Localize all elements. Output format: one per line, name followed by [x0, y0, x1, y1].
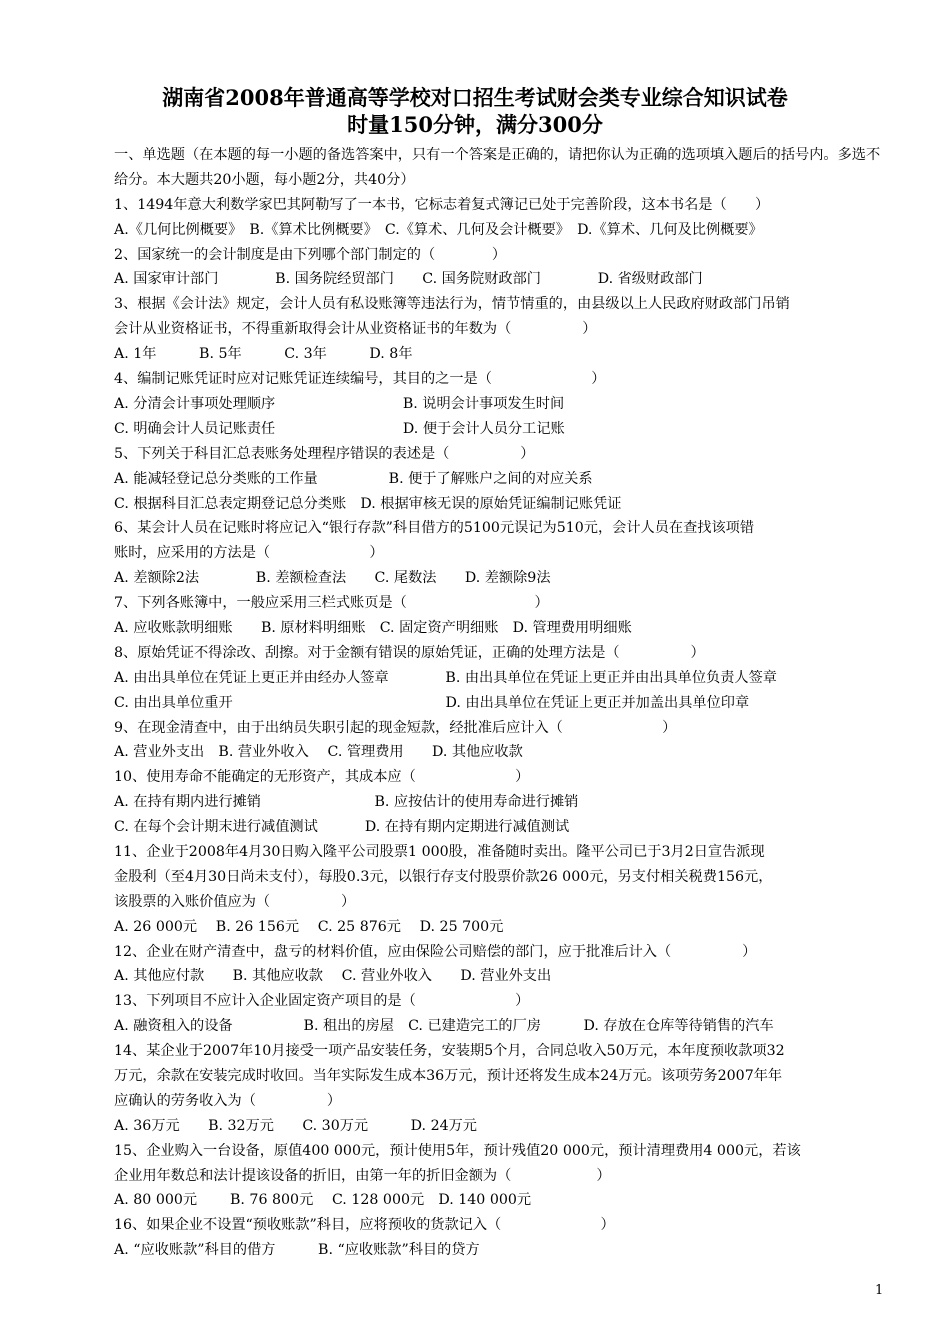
text-line: A. 36万元 B. 32万元 C. 30万元 D. 24万元	[114, 1117, 477, 1134]
text-line: 16、如果企业不设置“预收账款”科目，应将预收的货款记入（ ）	[114, 1217, 615, 1234]
text-line: A. 由出具单位在凭证上更正并由经办人签章 B. 由出具单位在凭证上更正并由出具单位负责人签章	[114, 669, 777, 686]
text-line: A. 差额除2法 B. 差额检查法 C. 尾数法 D. 差额除9法	[114, 570, 551, 587]
text-line: A. 其他应付款 B. 其他应收款 C. 营业外收入 D. 营业外支出	[114, 968, 552, 985]
text-line: 3、根据《会计法》规定，会计人员有私设账簿等违法行为，情节情重的，由县级以上人民政府财政部门吊销	[114, 296, 790, 313]
text-line: A.《几何比例概要》 B.《算术比例概要》 C.《算术、几何及会计概要》 D.《算术、几何及比例概要》	[114, 221, 763, 238]
text-line: 8、原始凭证不得涂改、刮擦。对于金额有错误的原始凭证，正确的处理方法是（ ）	[114, 644, 705, 661]
text-line: A. 应收账款明细账 B. 原材料明细账 C. 固定资产明细账 D. 管理费用明细账	[114, 619, 632, 636]
section-heading: 一、单选题（在本题的每一小题的备选答案中，只有一个答案是正确的，请把你认为正确的选项填入题后的括号内。多选不给分。本大题共20小题，每小题2分，共40分）	[114, 147, 881, 188]
text-line: 万元，余款在安装完成时收回。当年实际发生成本36万元，预计还将发生成本24万元。该项劳务2007年年	[114, 1067, 783, 1084]
text-line: 账时，应采用的方法是（ ）	[114, 545, 384, 562]
text-line: 会计从业资格证书，不得重新取得会计从业资格证书的年数为（ ）	[114, 321, 597, 338]
text-line: 应确认的劳务收入为（ ）	[114, 1092, 342, 1109]
text-line: A. 1年 B. 5年 C. 3年 D. 8年	[114, 346, 413, 363]
text-line: C. 根据科目汇总表定期登记总分类账 D. 根据审核无误的原始凭证编制记账凭证	[114, 495, 622, 512]
text-line: 9、在现金清查中，由于出纳员失职引起的现金短款，经批准后应计入（ ）	[114, 719, 677, 736]
text-line: A. 国家审计部门 B. 国务院经贸部门 C. 国务院财政部门 D. 省级财政部门	[114, 271, 703, 288]
page-number: 1	[875, 1283, 884, 1298]
text-line: 金股利（至4月30日尚未支付），每股0.3元，以银行存支付股票价款26 000元，另支付相关税费156元，	[114, 868, 773, 885]
text-line: 1、1494年意大利数学家巴其阿勒写了一本书，它标志着复式簿记已处于完善阶段，这本书名是（ ）	[114, 196, 770, 213]
text-line: 14、某企业于2007年10月接受一项产品安装任务，安装期5个月，合同总收入50万元，本年度预收款项32	[114, 1043, 785, 1060]
text-line: 12、企业在财产清查中，盘亏的材料价值，应由保险公司赔偿的部门，应于批准后计入（ ）	[114, 943, 757, 960]
text-line: 6、某会计人员在记账时将应记入“银行存款”科目借方的5100元误记为510元，会计人员在查找该项错	[114, 520, 755, 537]
text-line: A. 营业外支出 B. 营业外收入 C. 管理费用 D. 其他应收款	[114, 744, 523, 761]
question-list	[114, 193, 894, 1263]
text-line: A. 在持有期内进行摊销 B. 应按估计的使用寿命进行摊销	[114, 794, 579, 811]
text-line: 5、下列关于科目汇总表账务处理程序错误的表述是（ ）	[114, 445, 535, 462]
text-line: C. 明确会计人员记账责任 D. 便于会计人员分工记账	[114, 420, 565, 437]
text-line: 2、国家统一的会计制度是由下列哪个部门制定的（ ）	[114, 246, 507, 263]
text-line: 4、编制记账凭证时应对记账凭证连续编号，其目的之一是（ ）	[114, 371, 606, 388]
text-line: A. 融资租入的设备 B. 租出的房屋 C. 已建造完工的厂房 D. 存放在仓库等待销售的汽车	[114, 1018, 774, 1035]
text-line: A. 分清会计事项处理顺序 B. 说明会计事项发生时间	[114, 395, 565, 412]
text-line: 10、使用寿命不能确定的无形资产，其成本应（ ）	[114, 769, 530, 786]
text-line: 15、企业购入一台设备，原值400 000元，预计使用5年，预计残值20 000元，预计清理费用4 000元，若该	[114, 1142, 801, 1159]
text-line: 7、下列各账簿中，一般应采用三栏式账页是（ ）	[114, 595, 549, 612]
exam-content	[114, 143, 894, 1263]
text-line: 该股票的入账价值应为（ ）	[114, 893, 356, 910]
text-line: C. 由出具单位重开 D. 由出具单位在凭证上更正并加盖出具单位印章	[114, 694, 750, 711]
text-line: A. 80 000元 B. 76 800元 C. 128 000元 D. 140 000元	[114, 1192, 532, 1209]
text-line: A. 能减轻登记总分类账的工作量 B. 便于了解账户之间的对应关系	[114, 470, 593, 487]
text-line: 企业用年数总和法计提该设备的折旧，由第一年的折旧金额为（ ）	[114, 1167, 611, 1184]
exam-title: 湖南省2008年普通高等学校对口招生考试财会类专业综合知识试卷	[162, 85, 788, 110]
exam-subtitle: 时量150分钟，满分300分	[347, 112, 603, 137]
text-line: 13、下列项目不应计入企业固定资产项目的是（ ）	[114, 993, 530, 1010]
text-line: A. “应收账款”科目的借方 B. “应收账款”科目的贷方	[114, 1242, 480, 1259]
text-line: A. 26 000元 B. 26 156元 C. 25 876元 D. 25 700元	[114, 918, 504, 935]
text-line: 11、企业于2008年4月30日购入隆平公司股票1 000股，准备随时卖出。隆平公司已于3月2日宣告派现	[114, 843, 765, 860]
text-line: C. 在每个会计期末进行减值测试 D. 在持有期内定期进行减值测试	[114, 819, 570, 836]
